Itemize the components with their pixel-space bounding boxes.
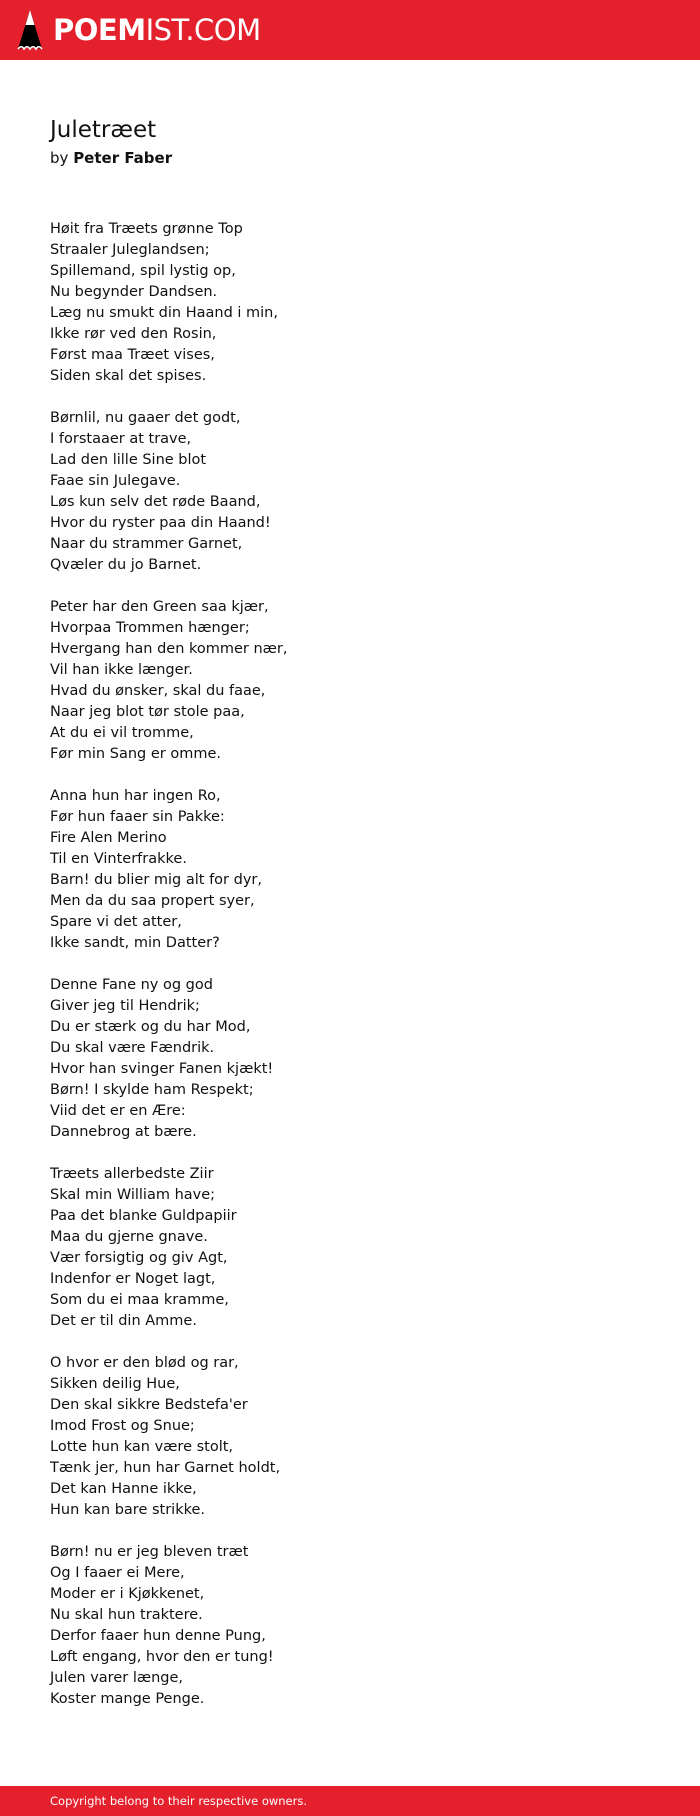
poem-line: Vil han ikke længer. — [50, 662, 193, 678]
poem-line: Det er til din Amme. — [50, 1313, 197, 1329]
poem-line: Nu skal hun traktere. — [50, 1607, 203, 1623]
poem-line: Fire Alen Merino — [50, 830, 167, 846]
poem-line: Peter har den Green saa kjær, — [50, 599, 269, 615]
poem-line: Du skal være Fændrik. — [50, 1040, 215, 1056]
poem-line: Barn! du blier mig alt for dyr, — [50, 872, 262, 888]
poem-line: Naar du strammer Garnet, — [50, 536, 243, 552]
pencil-tip-icon — [17, 9, 43, 51]
poem-line: Moder er i Kjøkkenet, — [50, 1586, 205, 1602]
poem-line: Børnlil, nu gaaer det godt, — [50, 410, 241, 426]
poem-line: Siden skal det spises. — [50, 368, 207, 384]
poem-line: Først maa Træet vises, — [50, 347, 215, 363]
poem-line: Du er stærk og du har Mod, — [50, 1019, 251, 1035]
poem-line: Straaler Juleglandsen; — [50, 242, 210, 258]
poem-line: Faae sin Julegave. — [50, 473, 181, 489]
poem-header — [50, 115, 650, 169]
poem-line: Den skal sikkre Bedstefa'er — [50, 1397, 248, 1413]
poem-line: Men da du saa propert syer, — [50, 893, 255, 909]
poem-line: Hun kan bare strikke. — [50, 1502, 206, 1518]
poem-line: Før hun faaer sin Pakke: — [50, 809, 225, 825]
site-header — [0, 0, 700, 60]
poem-byline — [50, 147, 650, 169]
poem-body — [50, 219, 650, 1731]
poem-line: Naar jeg blot tør stole paa, — [50, 704, 245, 720]
poem-line: Spillemand, spil lystig op, — [50, 263, 236, 279]
poem-stanza — [50, 975, 650, 1143]
poem-line: Qvæler du jo Barnet. — [50, 557, 202, 573]
poem-line: Viid det er en Ære: — [50, 1103, 186, 1119]
site-footer — [0, 1786, 700, 1816]
poem-stanza — [50, 1353, 650, 1521]
by-label: by — [50, 149, 69, 167]
poem-line: Tænk jer, hun har Garnet holdt, — [50, 1460, 281, 1476]
poem-line: Nu begynder Dandsen. — [50, 284, 218, 300]
poem-line: Og I faaer ei Mere, — [50, 1565, 185, 1581]
poem-line: Ikke rør ved den Rosin, — [50, 326, 217, 342]
poem-line: Løs kun selv det røde Baand, — [50, 494, 261, 510]
site-logo[interactable] — [17, 9, 261, 51]
poem-line: Paa det blanke Guldpapiir — [50, 1208, 237, 1224]
poem-line: Børn! I skylde ham Respekt; — [50, 1082, 254, 1098]
poem-author: Peter Faber — [73, 149, 173, 167]
poem-line: Imod Frost og Snue; — [50, 1418, 195, 1434]
poem-stanza — [50, 408, 650, 576]
poem-line: Maa du gjerne gnave. — [50, 1229, 208, 1245]
poem-line: Til en Vinterfrakke. — [50, 851, 187, 867]
poem-line: Giver jeg til Hendrik; — [50, 998, 200, 1014]
poem-line: Lotte hun kan være stolt, — [50, 1439, 234, 1455]
poem-stanza — [50, 219, 650, 387]
poem-line: Børn! nu er jeg bleven træt — [50, 1544, 249, 1560]
poem-line: I forstaaer at trave, — [50, 431, 192, 447]
poem-line: Før min Sang er omme. — [50, 746, 221, 762]
poem-stanza — [50, 597, 650, 765]
poem-line: Derfor faaer hun denne Pung, — [50, 1628, 266, 1644]
poem-line: Koster mange Penge. — [50, 1691, 205, 1707]
poem-line: Denne Fane ny og god — [50, 977, 213, 993]
site-logo-text — [53, 9, 261, 51]
poem-line: Skal min William have; — [50, 1187, 216, 1203]
poem-line: Julen varer længe, — [50, 1670, 184, 1686]
poem-line: Dannebrog at bære. — [50, 1124, 197, 1140]
logo-text-bold: POEM — [53, 13, 146, 47]
poem-stanza — [50, 1542, 650, 1710]
poem-line: Høit fra Træets grønne Top — [50, 221, 243, 237]
poem-line: Hvad du ønsker, skal du faae, — [50, 683, 266, 699]
poem-line: Som du ei maa kramme, — [50, 1292, 229, 1308]
poem-title: Juletræet — [50, 117, 157, 143]
poem-line: Hvergang han den kommer nær, — [50, 641, 288, 657]
poem-line: O hvor er den blød og rar, — [50, 1355, 239, 1371]
poem-line: Sikken deilig Hue, — [50, 1376, 180, 1392]
poem-line: Hvor han svinger Fanen kjækt! — [50, 1061, 274, 1077]
poem-line: Træets allerbedste Ziir — [50, 1166, 214, 1182]
poem-line: Ikke sandt, min Datter? — [50, 935, 220, 951]
poem-line: Læg nu smukt din Haand i min, — [50, 305, 278, 321]
logo-text-light: IST.COM — [145, 13, 261, 47]
poem-line: Lad den lille Sine blot — [50, 452, 207, 468]
poem-line: Spare vi det atter, — [50, 914, 182, 930]
poem-stanza — [50, 1164, 650, 1332]
poem-line: At du ei vil tromme, — [50, 725, 194, 741]
poem-line: Hvorpaa Trommen hænger; — [50, 620, 250, 636]
poem-line: Det kan Hanne ikke, — [50, 1481, 197, 1497]
poem-line: Indenfor er Noget lagt, — [50, 1271, 216, 1287]
poem-line: Hvor du ryster paa din Haand! — [50, 515, 271, 531]
poem-line: Anna hun har ingen Ro, — [50, 788, 221, 804]
footer-copyright: Copyright belong to their respective owners. — [50, 1794, 308, 1808]
poem-line: Vær forsigtig og giv Agt, — [50, 1250, 228, 1266]
poem-line: Løft engang, hvor den er tung! — [50, 1649, 274, 1665]
poem-stanza — [50, 786, 650, 954]
